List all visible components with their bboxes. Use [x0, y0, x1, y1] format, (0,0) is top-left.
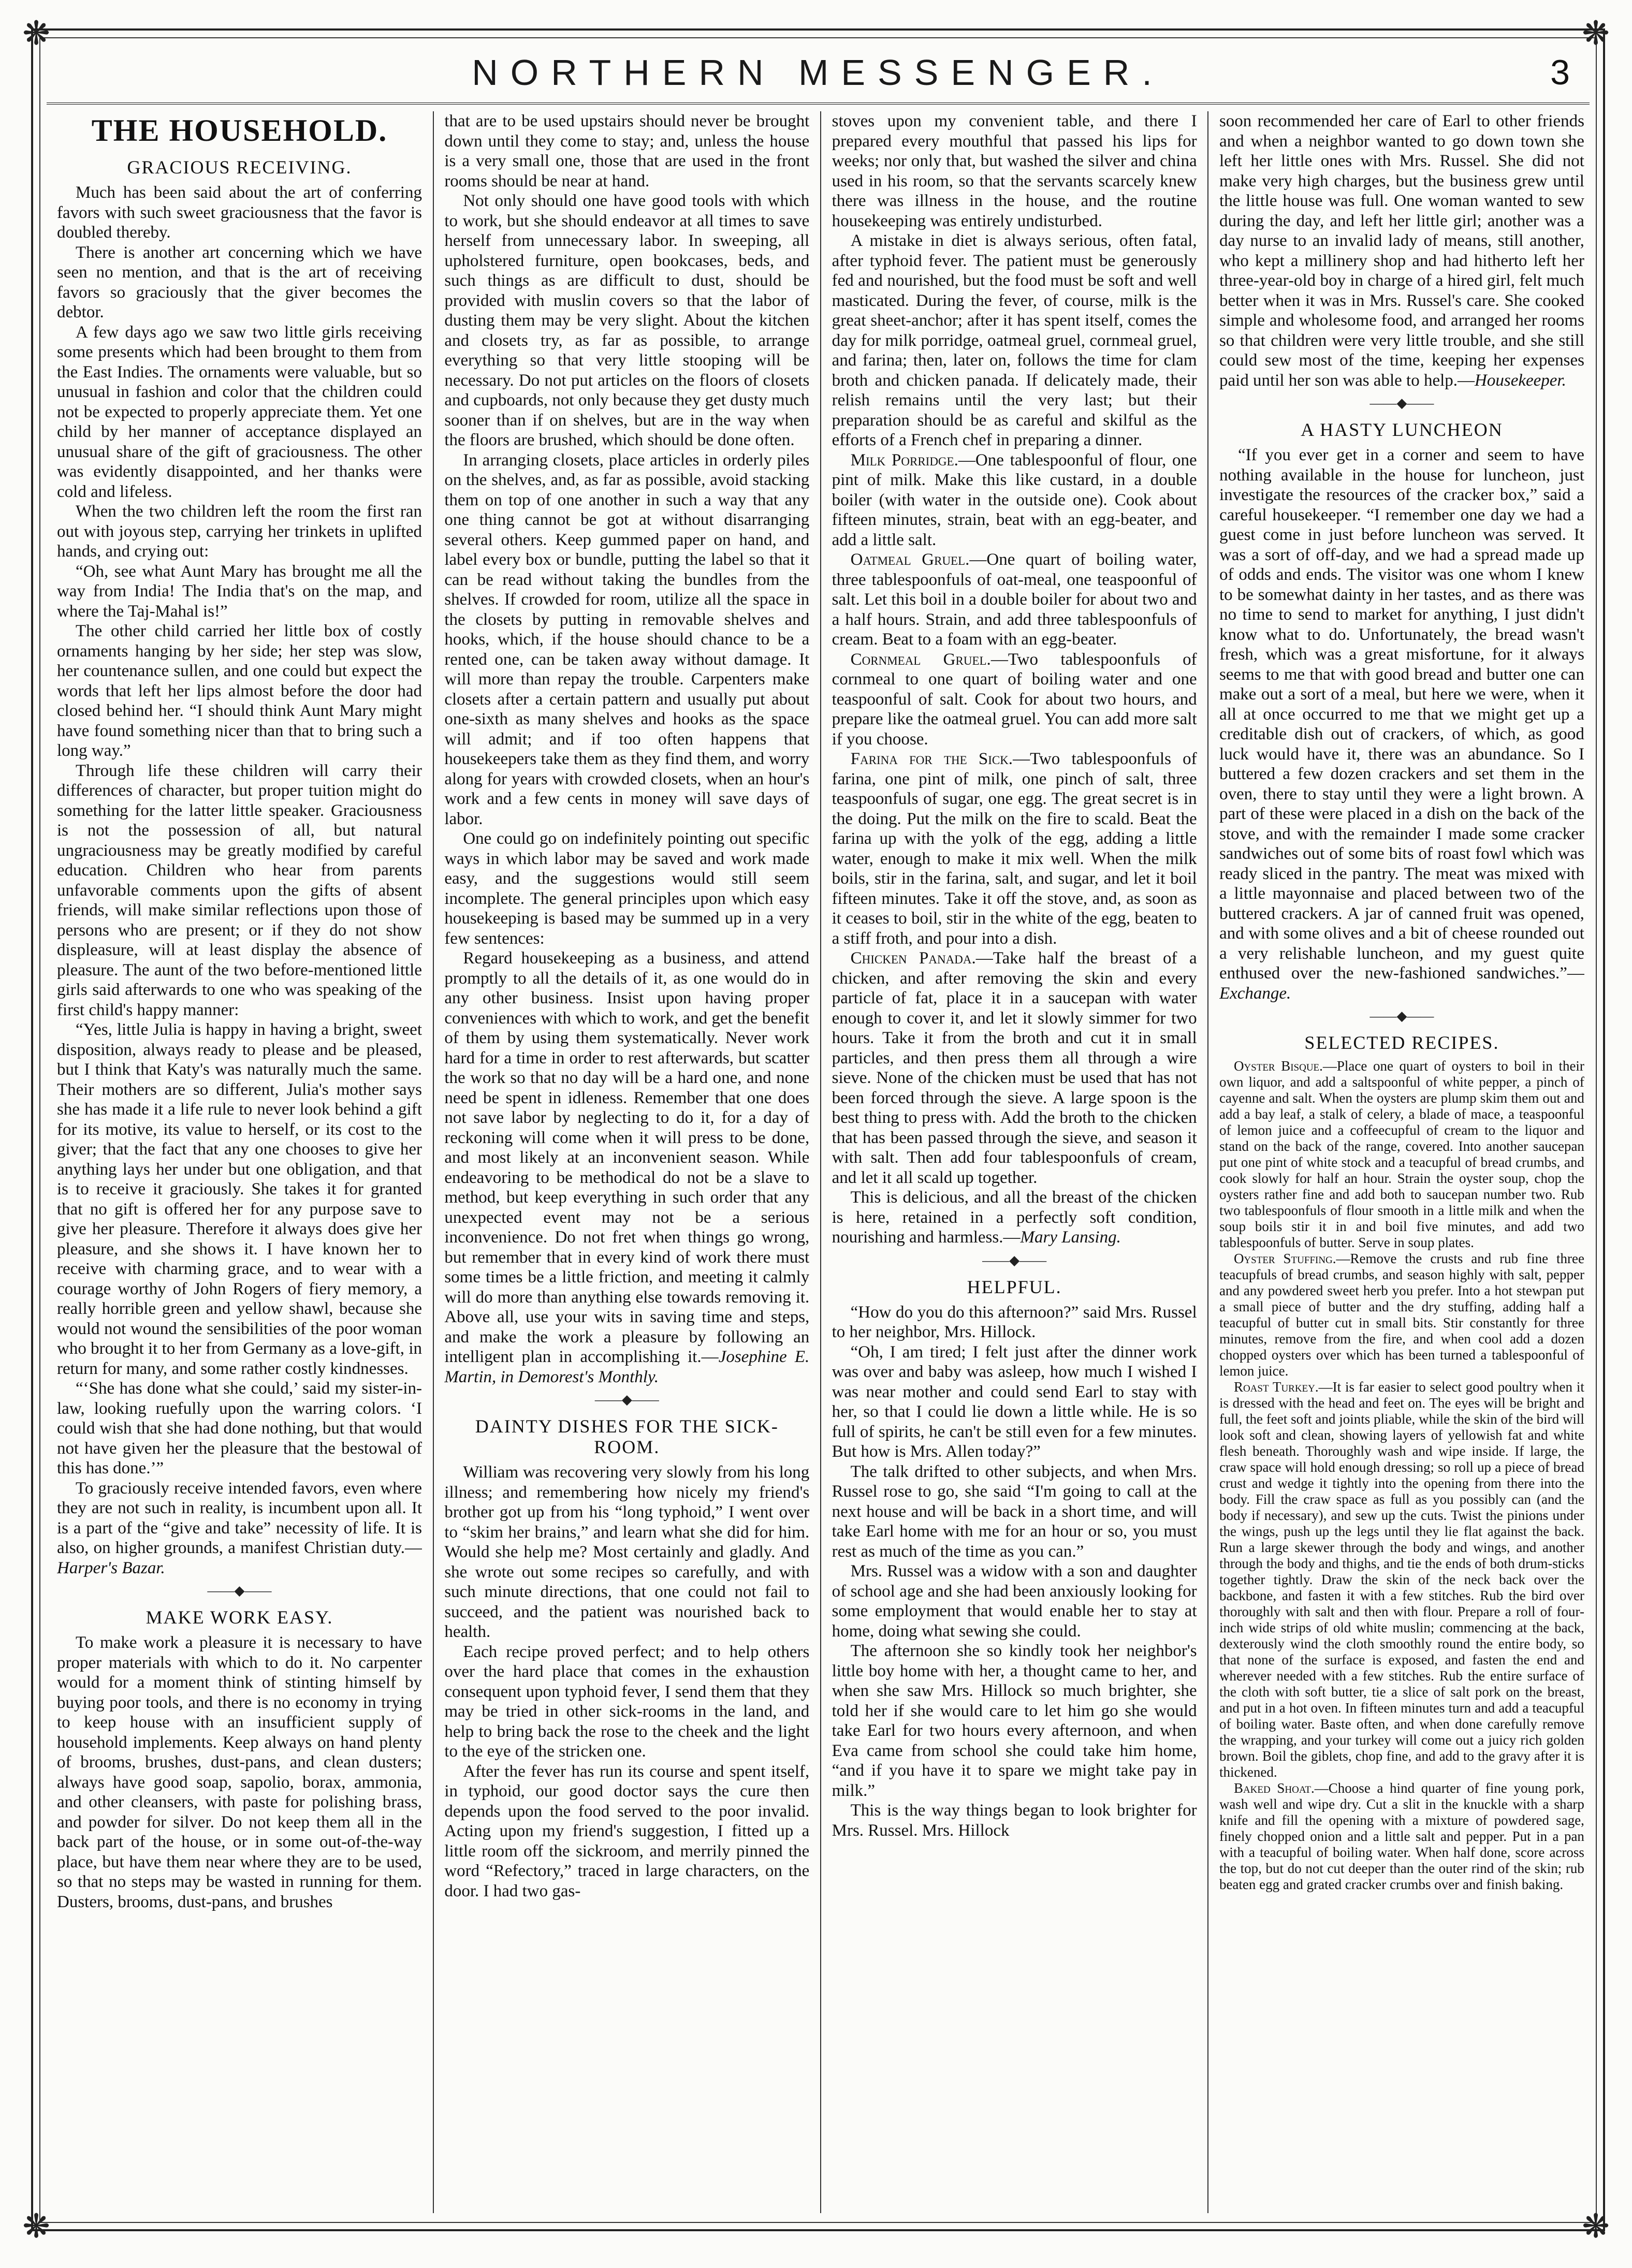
- paragraph: “Oh, see what Aunt Mary has brought me all the way from India! The India that's on the map, and where the Taj-Mahal is!”: [57, 562, 422, 621]
- section-divider: ——◆——: [982, 1252, 1047, 1268]
- recipe-text: —It is far easier to select good poultry when it is dressed with the head and feet on. The eyes will be bright and full, the feet soft and joints pliable, while the skin of the bird will look soft and clean, showing layers of yellowish fat and white flesh beneath. Thoroughly wash and wipe inside. If large, the craw space will hold enough dressing; so roll up a piece of bread crust and wedge it tightly into the opening from there into the body. Fill the craw space as full as you possibly can (and the body if necessary), and sew up the cuts. Twist the pinions under the wings, push up the legs until they lie flat against the back. Run a large skewer through the body and wings, and another through the body and thighs, and tie the ends of both drum-sticks together tightly. Draw the skin of the neck back over the backbone, and fasten it with a few stitches. Rub the bird over thoroughly with salt and then with flour. Prepare a roll of four-inch wide strips of old white muslin; commencing at the back, dexterously wind the cloth smoothly round the entire body, so that none of the surface is exposed, and fasten the end and wherever needed with a few stitches. Rub the entire surface of the cloth with soft butter, tie a slice of salt pork on the breast, and put in a hot oven. In fifteen minutes turn and add a teacupful of boiling water. Baste often, and when done carefully remove the wrapping, and your turkey will come out a juicy rich golden brown. Boil the giblets, chop fine, and add to the gravy after it is thickened.: [1219, 1379, 1584, 1780]
- ornament-corner-top-right: ❋: [1582, 15, 1610, 52]
- recipe: [1219, 1379, 1584, 1780]
- recipe-text: —Two tablespoonfuls of cornmeal to one quart of boiling water and one teaspoonful of salt. Cook for about two hours, and prepare like the oatmeal gruel. You can add more salt if you choose.: [832, 650, 1197, 749]
- recipe-text: —Choose a hind quarter of fine young pork, wash well and wipe dry. Cut a slit in the knuckle with a sharp knife and fill the opening with a mixture of powdered sage, finely chopped onion and a little salt and pepper. Put in a pan with a teacupful of boiling water. When half done, score across the top, but do not cut deeper than the outer rind of the skin; rub beaten egg and grated cracker crumbs over and finish baking.: [1219, 1780, 1584, 1892]
- paragraph: William was recovering very slowly from his long illness; and remembering how nicely my friend's brother got up from his “long typhoid,” I went over to “skim her brains,” and learn what she did for him. Would she help me? Most certainly and gladly. And she wrote out some recipes so carefully, and with such minute directions, that one could not fail to succeed, and the patient was nourished back to health.: [444, 1463, 810, 1641]
- article-credit: Exchange.: [1219, 984, 1291, 1003]
- recipe: [832, 450, 1197, 550]
- article-credit: Harper's Bazar.: [57, 1558, 165, 1577]
- paragraph-text: “If you ever get in a corner and seem to have nothing available in the house for luncheon, just investigate the resources of the cracker box,” said a careful housekeeper. “I remember one day we had a guest come in just before luncheon was served. It was a sort of off-day, and we had a spread made up of odds and ends. The visitor was one whom I knew to be somewhat dainty in her tastes, and as there was no time to send to market for anything, I just didn't know what to do. Unfortunately, the bread wasn't fresh, which was a great misfortune, for it always seems to me that with good bread and butter one can make out a sort of a meal, but here we were, when it all at once occurred to me that we might get up a creditable dish out of crackers, of which, as good luck would have it, there was an abundance. So I buttered a few dozen crackers and set them in the oven, there to stay until they were a light brown. A part of these were placed in a dish on the back of the stove, and with the remainder I made some cracker sandwiches out of some bits of roast fowl which was ready sliced in the pantry. The meat was mixed with a little mayonnaise and placed between two of the buttered crackers. A jar of canned fruit was opened, and with some olives and a bit of cheese rounded out a very relishable luncheon, and my guest quite enthused over the new-fashioned sandwiches.”—: [1219, 446, 1584, 983]
- recipe-name: Chicken Panada.: [850, 949, 976, 968]
- masthead-rule: [47, 103, 1590, 105]
- section-title: THE HOUSEHOLD.: [91, 113, 388, 148]
- paragraph: [832, 1188, 1197, 1248]
- paragraph: [57, 1479, 422, 1578]
- article-title: MAKE WORK EASY.: [145, 1607, 333, 1628]
- column-rule: [433, 111, 434, 2213]
- recipe: [832, 948, 1197, 1188]
- article-title: DAINTY DISHES FOR THE SICK-ROOM.: [475, 1416, 779, 1457]
- column-1: [57, 111, 422, 2213]
- column-2: [444, 111, 809, 2213]
- paragraph: Not only should one have good tools with which to work, but she should endeavor at all times to save herself from unnecessary labor. In sweeping, all upholstered furniture, open bookcases, beds, and such things as are difficult to dust, should be provided with muslin covers so that the labor of dusting them may be very slight. About the kitchen and closets try, as far as possible, to arrange everything so that very little stooping will be necessary. Do not put articles on the floors of closets and cupboards, not only because they get dusty much sooner than if on shelves, but are in the way when the floors are brushed, which should be done often.: [444, 192, 810, 449]
- recipe: [1219, 1780, 1584, 1893]
- paragraph: “Yes, little Julia is happy in having a bright, sweet disposition, always ready to please and be pleased, but I think that Katy's was naturally much the same. Their mothers are so different, Julia's mother says she has made it a life rule to never look behind a gift for its motive, its value to herself, or its cost to the giver; that the fact that any one chooses to give her anything lays her under but one obligation, and that is to receive it graciously. She takes it for granted that no gift is offered her for any purpose save to give her pleasure. Therefore it always does give her pleasure, and she shows it. I have known her to receive with charming grace, and to wear with a courage worthy of John Rogers of fiery memory, a really horrible green and yellow shawl, because she would not wound the sensibilities of the poor woman who brought it to her from Germany as a love-gift, in return for many, and some rather costly kindnesses.: [57, 1020, 422, 1378]
- column-rule: [1207, 111, 1208, 2213]
- recipe: [832, 650, 1197, 750]
- article-title: SELECTED RECIPES.: [1304, 1032, 1499, 1053]
- section-divider: ——◆——: [1369, 396, 1434, 411]
- paragraph: “‘She has done what she could,’ said my sister-in-law, looking ruefully upon the warring colors. ‘I could wish that she had done nothing, but that would not have given her the pleasure that the bestowal of this has done.’”: [57, 1379, 422, 1477]
- paragraph: Through life these children will carry their differences of character, but proper tuition might do something for the latter little speaker. Graciousness is not the possession of all, but natural ungraciousness may be greatly modified by careful education. Children who hear from parents unfavorable comments upon the gifts of absent friends, will make similar reflections upon those of persons who are present; or if they do not show displeasure, will at least display the absence of pleasure. The aunt of the two before-mentioned little girls said afterwards to one who was speaking of the first child's happy manner:: [57, 761, 422, 1019]
- masthead-title: NORTHERN MESSENGER.: [472, 52, 1164, 93]
- recipe-name: Cornmeal Gruel.: [850, 650, 991, 669]
- column-4: [1219, 111, 1584, 2213]
- recipe-text: —One tablespoonful of flour, one pint of milk. Make this like custard, in a double boiler (with water in the outside one). Cook about fifteen minutes, strain, beat with an egg-beater, and add a little salt.: [832, 450, 1197, 549]
- paragraph-text: Regard housekeeping as a business, and attend promptly to all the details of it, as one would do in any other business. Insist upon having proper conveniences with which to work, and get the benefit of them by using them systematically. Never work hard for a time in order to rest afterwards, but scatter the work so that no day will be a hard one, and none need be spent in idleness. Remember that one does not save labor by neglecting to do it, for a day of reckoning will come when it will press to be done, and most likely at an inconvenient season. While endeavoring to be methodical do not be a slave to method, but keep everything in such order that any unexpected event may not be a serious inconvenience. Do not fret when things go wrong, but remember that in every kind of work there must some times be a little friction, and meeting it calmly will do more than anything else towards removing it. Above all, use your wits in saving time and steps, and make the work a pleasure by following an intelligent plan in accomplishing it.—: [444, 949, 810, 1366]
- paragraph: After the fever has run its course and spent itself, in typhoid, our good doctor says the cure then depends upon the food served to the poor invalid. Acting upon my friend's suggestion, I fitted up a little room off the sickroom, and merrily pinned the word “Refectory,” traced in large characters, on the door. I had two gas-: [444, 1762, 810, 1900]
- paragraph-text: This is delicious, and all the breast of the chicken is here, retained in a perfectly soft condition, nourishing and harmless.—: [832, 1188, 1197, 1247]
- recipe-name: Roast Turkey.: [1233, 1379, 1319, 1395]
- article-title: GRACIOUS RECEIVING.: [127, 157, 352, 178]
- article-title: HELPFUL.: [967, 1276, 1062, 1297]
- paragraph: “Oh, I am tired; I felt just after the dinner work was over and baby was asleep, how much I wished I was near mother and could send Earl to stay with her, so that I could lie down a little while. He is so full of spirits, he can't be still even for a few minutes. But how is Mrs. Allen today?”: [832, 1342, 1197, 1461]
- paragraph: [1219, 445, 1584, 1003]
- paragraph: The other child carried her little box of costly ornaments hanging by her side; her step was slow, her countenance sullen, and one could but expect the words that left her lips almost before the door had closed behind her. “I should think Aunt Mary might have found something nicer than that to bring such a long way.”: [57, 622, 422, 760]
- paragraph-text: soon recommended her care of Earl to other friends and when a neighbor wanted to go down town she left her little ones with Mrs. Russel. She did not make very high charges, but the business grew until the little house was full. One woman wanted to sew during the day, and left her little girl; another was a day nurse to an invalid lady of means, still another, who kept a millinery shop and had hitherto left her three-year-old boy in charge of a hired girl, felt much better when it was in Mrs. Russel's care. She cooked simple and wholesome food, and arranged her rooms so that children were very little trouble, and she still could sew most of the time, keeping her expenses paid until her son was able to help.—: [1219, 112, 1584, 390]
- paragraph: In arranging closets, place articles in orderly piles on the shelves, and, as far as possible, avoid stacking them on top of one another in such a way that any one thing cannot be got at without disarranging several others. Keep gummed paper on hand, and label every box or bundle, putting the label so that it can be read without taking the bundles from the shelves. If crowded for room, utilize all the space in the closets by putting in removable shelves and hooks, which, if the house should chance to be a rented one, can be taken away without damage. It will more than repay the trouble. Carpenters make closets after a certain pattern and usually put about one-sixth as many shelves and hooks as the space will admit; and if too often happens that housekeepers take them as they find them, and worry along for years with crowded closets, when an hour's work and a few cents in money will save days of labor.: [444, 450, 810, 828]
- recipe-name: Oyster Bisque.: [1233, 1058, 1323, 1074]
- recipe: [1219, 1058, 1584, 1251]
- paragraph: [444, 948, 809, 1387]
- selected-recipes: [1219, 1058, 1584, 1893]
- paragraph: The afternoon she so kindly took her neighbor's little boy home with her, a thought came to her, and when she saw Mrs. Hillock so much brighter, she told her if she would care to let him go she would take Earl for two hours every afternoon, and when Eva came from school she could take him home, “and if you have it to spare we might take pay in milk.”: [832, 1642, 1197, 1800]
- recipe-text: —Place one quart of oysters to boil in their own liquor, and add a saltspoonful of white pepper, a pinch of cayenne and salt. When the oysters are plump skim them out and add a bay leaf, a stalk of celery, a blade of mace, a teaspoonful of lemon juice and a coffeecupful of cream to the liquor and stand on the back of the range, covered. Into another saucepan put one pint of white stock and a teacupful of bread crumbs, and cook slowly for half an hour. Strain the oyster soup, chop the oysters rather fine and add both to saucepan number two. Rub two tablespoonfuls of flour smooth in a little milk and when the soup boils stir it in and boil five minutes, and add two tablespoonfuls of butter. Serve in soup plates.: [1219, 1058, 1584, 1250]
- recipe-name: Milk Porridge.: [850, 450, 958, 470]
- paragraph: [1219, 111, 1584, 390]
- recipe-name: Oyster Stuffing.: [1233, 1251, 1336, 1266]
- paragraph: The talk drifted to other subjects, and when Mrs. Russel rose to go, she said “I'm going to call at the next house and will be back in a short time, and will take Earl home with me for an hour or so, you must rest as much of the time as you can.”: [832, 1462, 1197, 1561]
- column-rule: [820, 111, 821, 2213]
- recipe-text: —One quart of boiling water, three tablespoonfuls of oat-meal, one teaspoonful of salt. Let this boil in a double boiler for about two and a half hours. Strain, and add three tablespoonfuls of cream. Beat to a foam with an egg-beater.: [832, 550, 1197, 649]
- article-credit: Housekeeper.: [1475, 371, 1566, 390]
- paragraph: Mrs. Russel was a widow with a son and daughter of school age and she had been anxiously looking for some employment that would enable her to stay at home, doing what sewing she could.: [832, 1562, 1197, 1641]
- paragraph: Much has been said about the art of conferring favors with such sweet graciousness that the favor is doubled thereby.: [57, 183, 422, 242]
- article-title: A HASTY LUNCHEON: [1301, 419, 1503, 440]
- recipe-text: —Take half the breast of a chicken, and after removing the skin and every particle of fat, place it in a saucepan with water enough to cover it, and let it slowly simmer for two hours. Take it from the broth and cut it in small particles, and then press them all through a wire sieve. None of the chicken must be used that has not been forced through the sieve. A large spoon is the best thing to press with. Add the broth to the chicken that has been passed through the sieve, and season it with salt. Then add four tablespoonfuls of cream, and let it all scald up together.: [832, 949, 1197, 1187]
- recipe: [832, 550, 1197, 650]
- paragraph: A few days ago we saw two little girls receiving some presents which had been brought to them from the East Indies. The ornaments were valuable, but so unusual in fashion and color that the children could not be expected to properly appreciate them. Yet one child by her manner of acceptance displayed an unusual share of the gift of graciousness. The other was evidently disappointed, and her thanks were cold and lifeless.: [57, 323, 422, 501]
- paragraph: One could go on indefinitely pointing out specific ways in which labor may be saved and work made easy, and the suggestions would still seem incomplete. The general principles upon which easy housekeeping is based may be summed up in a very few sentences:: [444, 829, 810, 948]
- article-columns: [57, 111, 1584, 2213]
- recipe: [832, 749, 1197, 948]
- column-3: [832, 111, 1197, 2213]
- paragraph: To make work a pleasure it is necessary to have proper materials with which to do it. No carpenter would for a moment think of stinting himself by buying poor tools, and there is no economy in trying to keep house with an insufficient supply of household implements. Keep always on hand plenty of brooms, brushes, dust-pans, and clean dusters; always have good soap, sapolio, borax, ammonia, and other cleansers, with paste for polishing brass, and powder for silver. Do not keep them all in the back part of the house, or in some out-of-the-way place, but have them near where they are to be used, so that no steps may be wasted in running for them. Dusters, brooms, dust-pans, and brushes: [57, 1633, 422, 1911]
- article-credit: Josephine E. Martin, in Demorest's Monthly.: [444, 1348, 810, 1386]
- ornament-corner-bottom-left: ❋: [22, 2208, 50, 2245]
- ornament-corner-bottom-right: ❋: [1582, 2208, 1610, 2245]
- article-credit: Mary Lansing.: [1020, 1228, 1121, 1247]
- section-divider: ——◆——: [207, 1583, 272, 1598]
- page-number: 3: [1550, 53, 1570, 92]
- recipe: [1219, 1251, 1584, 1379]
- recipe-name: Baked Shoat.: [1233, 1780, 1315, 1796]
- section-divider: ——◆——: [1369, 1008, 1434, 1023]
- recipe-text: —Remove the crusts and rub fine three teacupfuls of bread crumbs, and season highly with salt, pepper and any powdered sweet herb you prefer. Into a hot stewpan put a small piece of butter and the dry stuffing, adding half a teacupful of butter cut in small bits. Stir constantly for three minutes, remove from the fire, and when cool add a dozen chopped oysters over which has been turned a tablespoonful of lemon juice.: [1219, 1251, 1584, 1379]
- paragraph: stoves upon my convenient table, and there I prepared every mouthful that passed his lips for weeks; nor only that, but washed the silver and china used in his room, so that the servants scarcely knew there was illness in the house, and the routine housekeeping was entirely undisturbed.: [832, 112, 1197, 230]
- paragraph: When the two children left the room the first ran out with joyous step, carrying her trinkets in uplifted hands, and crying out:: [57, 502, 422, 561]
- recipe-text: —Two tablespoonfuls of farina, one pint of milk, one pinch of salt, three teaspoonfuls of sugar, one egg. The great secret is in the doing. Put the milk on the fire to scald. Beat the farina up with the yolk of the egg, adding a little water, enough to make it mix well. When the milk boils, stir in the farina, salt, and sugar, and let it boil fifteen minutes. Take it off the stove, and, as soon as it ceases to boil, stir in the white of the egg, beaten to a stiff froth, and pour into a dish.: [832, 750, 1197, 948]
- paragraph: “How do you do this afternoon?” said Mrs. Russel to her neighbor, Mrs. Hillock.: [832, 1303, 1197, 1341]
- paragraph: Each recipe proved perfect; and to help others over the hard place that comes in the exhaustion consequent upon typhoid fever, I send them that they may be tried in other sick-rooms in the land, and help to bring back the rose to the cheek and the light to the eye of the stricken one.: [444, 1642, 810, 1761]
- paragraph-text: To graciously receive intended favors, even where they are not such in reality, is incumbent upon all. It is a part of the “give and take” necessity of life. It is also, on higher grounds, a manifest Christian duty.—: [57, 1479, 422, 1557]
- paragraph: This is the way things began to look brighter for Mrs. Russel. Mrs. Hillock: [832, 1801, 1197, 1840]
- paragraph: that are to be used upstairs should never be brought down until they come to stay; and, unless the house is a very small one, those that are used in the front rooms should be near at hand.: [444, 112, 810, 191]
- paragraph: A mistake in diet is always serious, often fatal, after typhoid fever. The patient must be generously fed and nourished, but the food must be soft and well masticated. During the fever, of course, milk is the great sheet-anchor; after it has spent itself, comes the day for milk porridge, oatmeal gruel, cornmeal gruel, and farina; then, later on, follows the time for clam broth and chicken panada. If delicately made, their relish remains until the very last; but their preparation should be as careful and skilful as the efforts of a French chef in preparing a dinner.: [832, 231, 1197, 449]
- recipe-name: Farina for the Sick.: [850, 750, 1013, 768]
- ornament-corner-top-left: ❋: [22, 15, 50, 52]
- section-divider: ——◆——: [594, 1392, 659, 1407]
- recipe-name: Oatmeal Gruel.: [850, 550, 970, 569]
- paragraph: There is another art concerning which we have seen no mention, and that is the art of receiving favors so graciously that the giver becomes the debtor.: [57, 243, 422, 321]
